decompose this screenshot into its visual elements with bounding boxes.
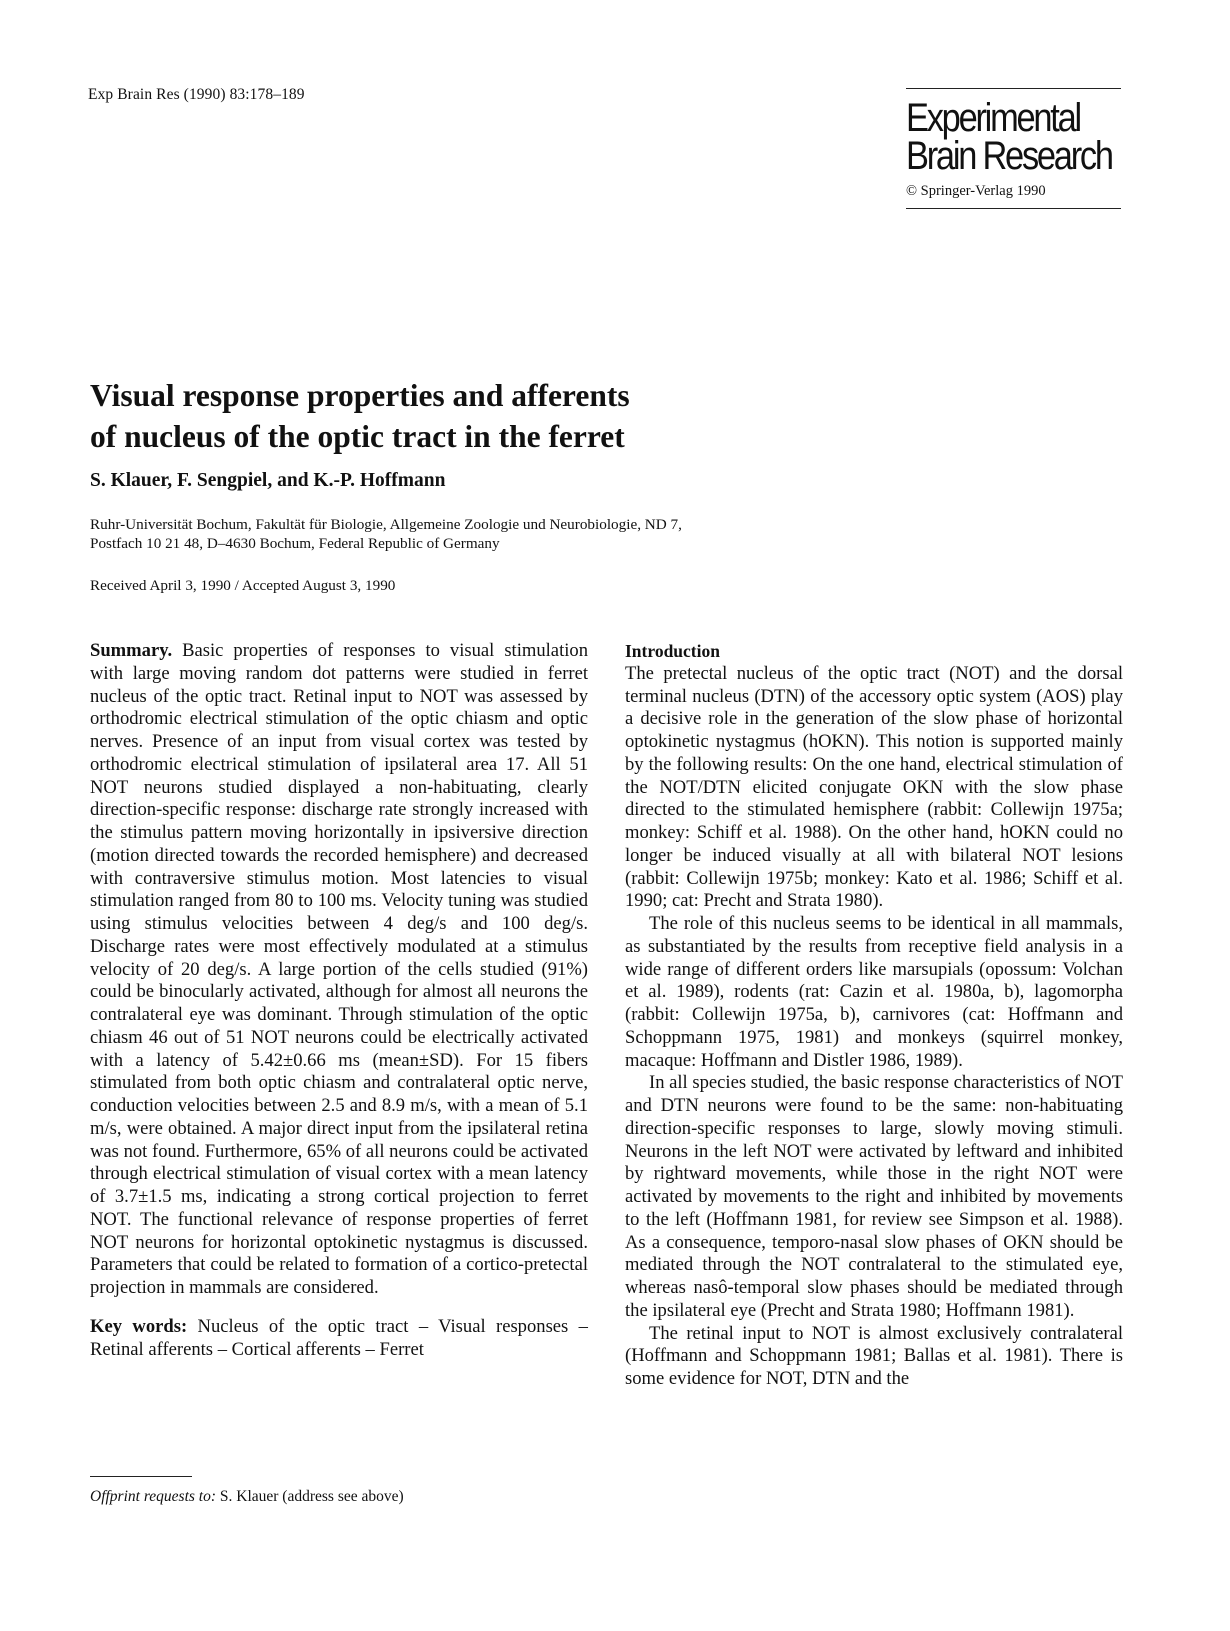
affiliation-line-2: Postfach 10 21 48, D–4630 Bochum, Federal Republic of Germany	[90, 535, 500, 552]
footnote-divider	[90, 1476, 192, 1477]
keywords-paragraph	[90, 1316, 588, 1362]
keywords-text: Nucleus of the optic tract – Visual responses – Retinal afferents – Cortical afferents – Ferret	[90, 1315, 588, 1360]
keywords-label: Key words:	[90, 1315, 188, 1337]
copyright-notice: © Springer-Verlag 1990	[906, 183, 1046, 199]
journal-citation: Exp Brain Res (1990) 83:178–189	[88, 86, 305, 103]
intro-paragraph: In all species studied, the basic response characteristics of NOT and DTN neurons were found to be the same: non-habituating direction-specific responses to large, slowly moving stimuli. Neurons in the left NOT were activated by leftward and inhibited by rightward movements, while those in the right NOT were activated by movements to the right and inhibited by movements to the left (Hoffmann 1981, for review see Simpson et al. 1988). As a consequence, temporo-nasal slow phases of OKN should be mediated through the NOT contralateral to the stimulated eye, whereas nasô-temporal slow phases should be mediated through the ipsilateral eye (Precht and Strata 1980; Hoffmann 1981).	[625, 1072, 1123, 1321]
left-column	[90, 640, 588, 1361]
intro-paragraph: The retinal input to NOT is almost exclusively contralateral (Hoffmann and Schoppmann 1981; Ballas et al. 1981). There is some evidence for NOT, DTN and the	[625, 1322, 1123, 1389]
offprint-footnote	[90, 1488, 404, 1506]
introduction-heading: Introduction	[625, 641, 720, 661]
summary-label: Summary.	[90, 640, 173, 661]
title-line-2: of nucleus of the optic tract in the ferret	[90, 419, 625, 454]
journal-masthead	[906, 88, 1121, 209]
affiliation-line-1: Ruhr-Universität Bochum, Fakultät für Biologie, Allgemeine Zoologie und Neurobiologie, ND 7,	[90, 516, 682, 533]
intro-paragraph: The role of this nucleus seems to be identical in all mammals, as substantiated by the results from receptive field analysis in a wide range of different orders like marsupials (opossum: Volchan et al. 1989), rodents (rat: Cazin et al. 1980a, b), lagomorpha (rabbit: Collewijn 1975a, b), carnivores (cat: Hoffmann and Schoppmann 1975, 1981) and monkeys (squirrel monkey, macaque: Hoffmann and Distler 1986, 1989).	[625, 913, 1123, 1071]
author-list: S. Klauer, F. Sengpiel, and K.-P. Hoffmann	[90, 470, 446, 491]
masthead-bottom-rule	[906, 208, 1121, 209]
right-column	[625, 640, 1123, 1391]
journal-name-line2: Brain Research	[906, 134, 1112, 178]
received-accepted-dates: Received April 3, 1990 / Accepted August 3, 1990	[90, 577, 396, 594]
journal-logo	[906, 96, 1112, 178]
author-affiliation	[90, 515, 850, 553]
article-title	[90, 375, 790, 457]
summary-text: Basic properties of responses to visual stimulation with large moving random dot patterns were studied in ferret nucleus of the optic tract. Retinal input to NOT was assessed by orthodromic electrical stimulation of the optic chiasm and optic nerves. Presence of an input from visual cortex was tested by orthodromic electrical stimulation of ipsilateral area 17. All 51 NOT neurons studied displayed a non-habituating, clearly direction-specific response: discharge rate strongly increased with the stimulus pattern moving horizontally in ipsiversive direction (motion directed towards the recorded hemisphere) and decreased with contraversive stimulus motion. Most latencies to visual stimulation ranged from 80 to 100 ms. Velocity tuning was studied using stimulus velocities between 4 deg/s and 100 deg/s. Discharge rates were most effectively modulated at a stimulus velocity of 20 deg/s. A large portion of the cells studied (91%) could be binocularly activated, although for almost all neurons the contralateral eye was dominant. Through stimulation of the optic chiasm 46 out of 51 NOT neurons could be electrically activated with a latency of 5.42±0.66 ms (mean±SD). For 15 fibers stimulated from both optic chiasm and contralateral optic nerve, conduction velocities between 2.5 and 8.9 m/s, with a mean of 5.1 m/s, were obtained. A major direct input from the ipsilateral retina was not found. Furthermore, 65% of all neurons could be activated through electrical stimulation of visual cortex with a mean latency of 3.7±1.5 ms, indicating a strong cortical projection to ferret NOT. The functional relevance of response properties of ferret NOT neurons for horizontal optokinetic nystagmus is discussed. Parameters that could be related to formation of a cortico-pretectal projection in mammals are considered.	[90, 640, 588, 1298]
journal-name-line1: Experimental	[906, 96, 1080, 140]
title-line-1: Visual response properties and afferents	[90, 378, 630, 413]
intro-paragraph: The pretectal nucleus of the optic tract (NOT) and the dorsal terminal nucleus (DTN) of the accessory optic system (AOS) play a decisive role in the generation of the slow phase of horizontal optokinetic nystagmus (hOKN). This notion is supported mainly by the following results: On the one hand, electrical stimulation of the NOT/DTN elicited conjugate OKN with the slow phase directed to the stimulated hemisphere (rabbit: Collewijn 1975a; monkey: Schiff et al. 1988). On the other hand, hOKN could no longer be induced visually at all with bilateral NOT lesions (rabbit: Collewijn 1975b; monkey: Kato et al. 1986; Schiff et al. 1990; cat: Precht and Strata 1980).	[625, 662, 1123, 912]
footnote-text: S. Klauer (address see above)	[219, 1488, 404, 1505]
footnote-label: Offprint requests to:	[90, 1488, 217, 1505]
summary-paragraph	[90, 640, 588, 1300]
masthead-top-rule	[906, 88, 1121, 89]
